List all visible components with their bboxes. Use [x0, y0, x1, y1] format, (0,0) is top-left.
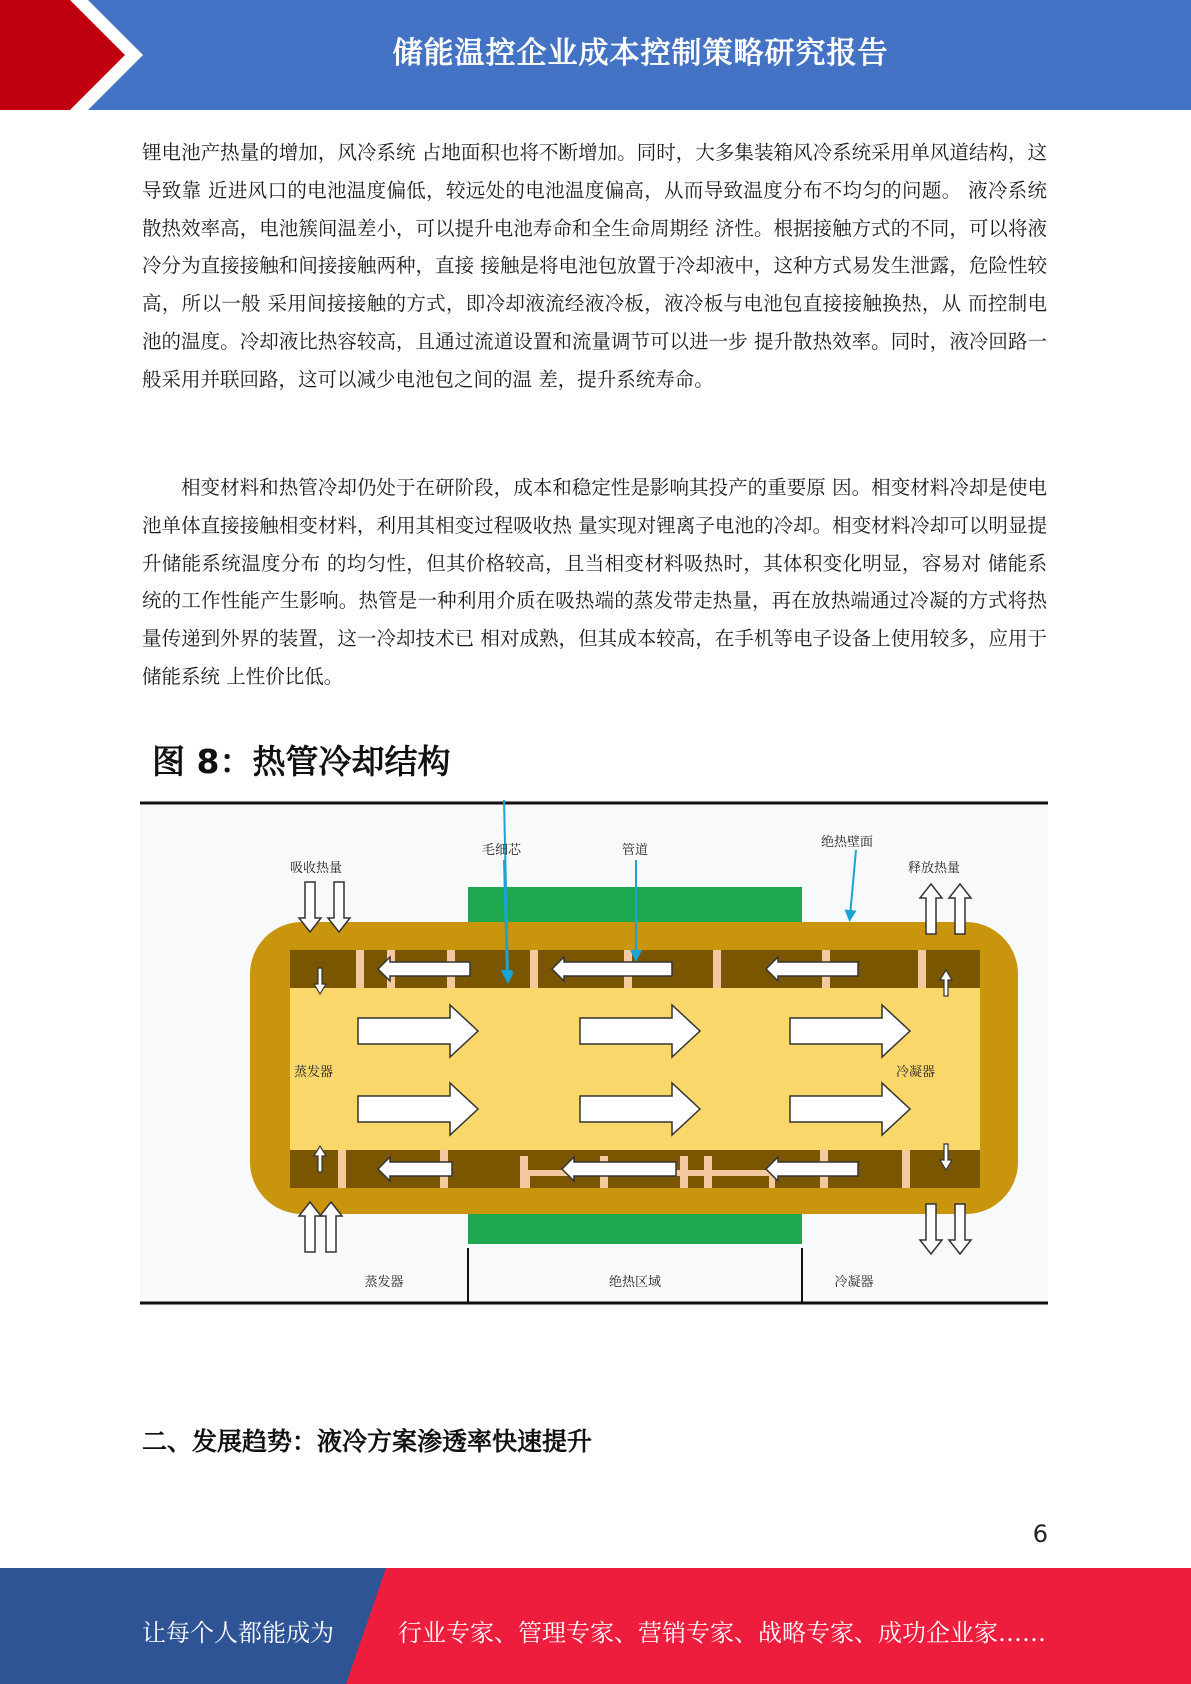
page-number: 6	[1032, 1520, 1048, 1548]
page-header	[0, 0, 1191, 110]
footer-slogan-left: 让每个人都能成为	[142, 1619, 334, 1647]
label-condenser: 冷凝器	[896, 1065, 936, 1080]
page-footer	[0, 1568, 1191, 1684]
label-pipe: 管道	[622, 843, 649, 858]
label-evaporator: 蒸发器	[294, 1065, 334, 1080]
section-heading: 二、发展趋势：液冷方案渗透率快速提升	[142, 1427, 593, 1456]
body-paragraph-1: 锂电池产热量的增加，风冷系统 占地面积也将不断增加。同时，大多集装箱风冷系统采用单风道结构，这导致靠 近进风口的电池温度偏低，较远处的电池温度偏高，从而导致温度分布不均匀的问题。 液冷系统散热效率高，电池簇间温差小，可以提升电池寿命和全生命周期经 济性。根据接触方式的不同，可以将液冷分为直接接触和间接接触两种，直接 接触是将电池包放置于冷却液中，这种方式易发生泄露，危险性较高，所以一般 采用间接接触的方式，即冷却液流经液冷板，液冷板与电池包直接接触换热，从 而控制电池的温度。冷却液比热容较高，且通过流道设置和流量调节可以进一步 提升散热效率。同时，液冷回路一般采用并联回路，这可以减少电池包之间的温 差，提升系统寿命。	[142, 141, 1047, 391]
label-release-heat: 释放热量	[908, 861, 961, 876]
section-evaporator: 蒸发器	[364, 1275, 404, 1290]
body-paragraph-2: 相变材料和热管冷却仍处于在研阶段，成本和稳定性是影响其投产的重要原 因。相变材料冷却是使电池单体直接接触相变材料，利用其相变过程吸收热 量实现对锂离子电池的冷却。相变材料冷却可以明显提升储能系统温度分布 的均匀性，但其价格较高，且当相变材料吸热时，其体积变化明显，容易对 储能系统的工作性能产生影响。热管是一种利用介质在吸热端的蒸发带走热量，再在放热端通过冷凝的方式将热量传递到外界的装置，这一冷却技术已 相对成熟，但其成本较高，在手机等电子设备上使用较多，应用于储能系统 上性价比低。	[142, 476, 1047, 688]
label-wick: 毛细芯	[482, 843, 522, 858]
figure-title: 图 8：热管冷却结构	[152, 742, 451, 781]
vapor-core	[290, 988, 980, 1150]
footer-slogan-right: 行业专家、管理专家、营销专家、战略专家、成功企业家……	[398, 1619, 1046, 1647]
heat-pipe-diagram	[140, 800, 1048, 1306]
header-title: 储能温控企业成本控制策略研究报告	[392, 36, 889, 71]
label-insulated-wall: 绝热壁面	[821, 835, 874, 850]
insulation-block-bottom	[468, 1210, 802, 1244]
section-adiabatic: 绝热区域	[608, 1275, 662, 1290]
label-absorb-heat: 吸收热量	[290, 861, 343, 876]
section-condenser: 冷凝器	[834, 1275, 874, 1290]
